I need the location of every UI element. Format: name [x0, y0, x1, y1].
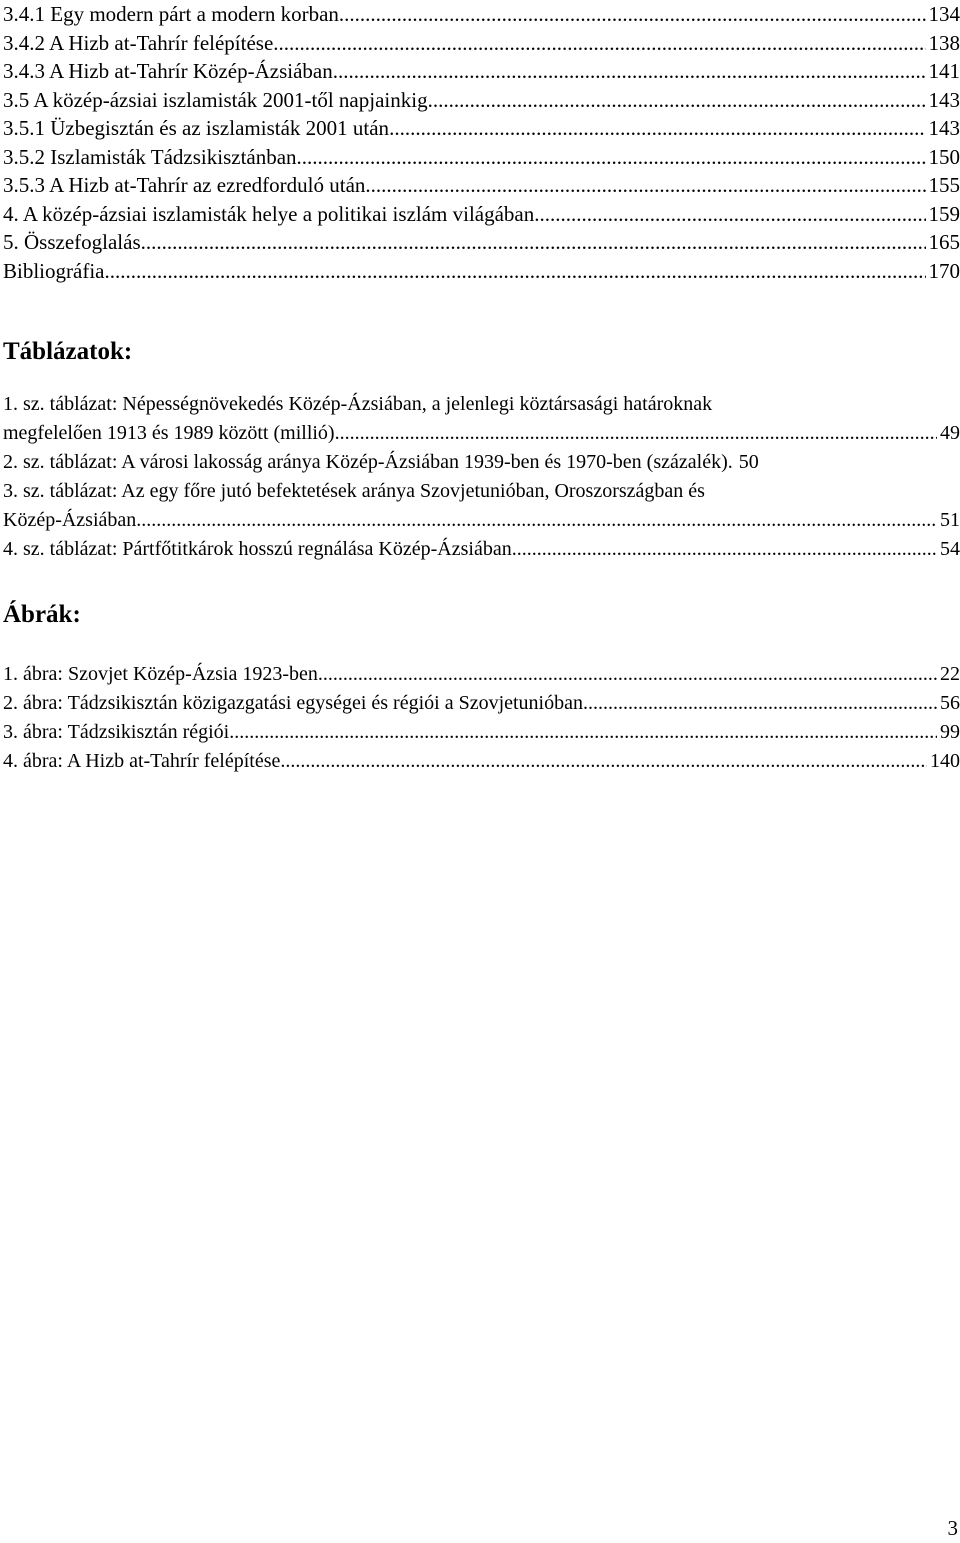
figure-entry-page: 56	[940, 692, 960, 714]
table-entry-label: 2. sz. táblázat: A városi lakosság aránya Közép-Ázsiában 1939-ben és 1970-ben (százalék).	[3, 451, 733, 473]
toc-entry-page: 165	[928, 230, 960, 254]
toc-entry[interactable]	[3, 171, 960, 200]
toc-entry[interactable]	[3, 257, 960, 286]
tables-heading: Táblázatok:	[3, 338, 133, 365]
toc-entry-label: 3.5 A közép-ázsiai iszlamisták 2001-től napjainkig	[3, 87, 428, 112]
table-entry-line[interactable]	[3, 390, 960, 419]
figure-entry-page: 140	[930, 750, 960, 772]
toc-entry-page: 170	[928, 258, 960, 283]
toc-entry-label: 3.4.3 A Hizb at-Tahrír Közép-Ázsiában	[3, 59, 333, 83]
page-number: 3	[947, 1516, 958, 1540]
table-entry-label: 1. sz. táblázat: Népességnövekedés Közép-Ázsiában, a jelenlegi köztársasági határoknak	[3, 393, 713, 415]
dot-leader	[104, 257, 925, 286]
dot-leader	[141, 228, 926, 257]
dot-leader	[318, 660, 937, 689]
toc-entry[interactable]	[3, 200, 960, 229]
toc-entry-label: 3.4.1 Egy modern párt a modern korban	[3, 2, 339, 26]
toc-entry-label: 3.5.1 Üzbegisztán és az iszlamisták 2001 után	[3, 116, 390, 140]
dot-leader	[389, 114, 925, 143]
table-entry-page: 50	[738, 451, 759, 473]
dot-leader	[136, 506, 937, 535]
figure-entry-label: 4. ábra: A Hizb at-Tahrír felépítése	[3, 750, 281, 772]
figures-list	[3, 660, 960, 776]
table-entry[interactable]	[3, 419, 960, 448]
toc-entry-page: 155	[928, 173, 960, 197]
table-entry-label: 3. sz. táblázat: Az egy főre jutó befektetések aránya Szovjetunióban, Oroszországban és	[3, 480, 705, 502]
toc-entry[interactable]	[3, 86, 960, 115]
dot-leader	[365, 171, 925, 200]
dot-leader	[335, 419, 937, 448]
figure-entry-label: 2. ábra: Tádzsikisztán közigazgatási egységei és régiói a Szovjetunióban	[3, 692, 583, 714]
dot-leader	[229, 718, 937, 747]
toc-entry-page: 141	[928, 59, 960, 83]
toc-entry[interactable]	[3, 0, 960, 29]
toc-entry[interactable]	[3, 57, 960, 86]
toc-entry-label: 3.5.2 Iszlamisták Tádzsikisztánban	[3, 144, 297, 169]
toc-entry[interactable]	[3, 143, 960, 172]
dot-leader	[583, 689, 937, 718]
toc-entry-label: 4. A közép-ázsiai iszlamisták helye a politikai iszlám világában	[3, 201, 535, 226]
figure-entry-page: 99	[940, 721, 960, 743]
toc-entry-page: 138	[928, 30, 960, 55]
table-entry-page: 54	[940, 538, 960, 560]
toc-entry-label: Bibliográfia	[3, 258, 105, 283]
toc-entry-label: 5. Összefoglalás	[3, 230, 141, 254]
table-entry[interactable]	[3, 448, 960, 477]
dot-leader	[273, 29, 925, 58]
table-entry-label: Közép-Ázsiában	[3, 509, 137, 531]
figure-entry-page: 22	[940, 663, 960, 685]
dot-leader	[512, 535, 937, 564]
table-entry[interactable]	[3, 506, 960, 535]
toc-entry-page: 159	[928, 201, 960, 226]
figure-entry-label: 1. ábra: Szovjet Közép-Ázsia 1923-ben	[3, 663, 318, 685]
figure-entry-label: 3. ábra: Tádzsikisztán régiói	[3, 721, 230, 743]
table-entry-label: megfelelően 1913 és 1989 között (millió)	[3, 422, 335, 444]
figure-entry[interactable]	[3, 689, 960, 718]
figures-heading: Ábrák:	[3, 601, 81, 628]
table-entry-page: 51	[940, 509, 960, 531]
table-entry-page: 49	[940, 422, 960, 444]
toc-entry-label: 3.5.3 A Hizb at-Tahrír az ezredforduló után	[3, 173, 366, 197]
figure-entry[interactable]	[3, 718, 960, 747]
figure-entry[interactable]	[3, 660, 960, 689]
table-entry-line[interactable]	[3, 477, 960, 506]
toc-entry-page: 143	[928, 87, 960, 112]
toc-entry-page: 134	[928, 2, 960, 26]
toc-entry-page: 150	[928, 144, 960, 169]
table-entry[interactable]	[3, 535, 960, 564]
toc-entry[interactable]	[3, 114, 960, 143]
figure-entry[interactable]	[3, 747, 960, 776]
table-entry-label: 4. sz. táblázat: Pártfőtitkárok hosszú regnálása Közép-Ázsiában	[3, 538, 512, 560]
tables-list	[3, 390, 960, 564]
dot-leader	[339, 0, 926, 29]
dot-leader	[534, 200, 925, 229]
dot-leader	[333, 57, 926, 86]
toc-entry[interactable]	[3, 29, 960, 58]
dot-leader	[280, 747, 927, 776]
table-of-contents	[3, 0, 960, 285]
toc-entry-label: 3.4.2 A Hizb at-Tahrír felépítése	[3, 30, 274, 55]
dot-leader	[297, 143, 926, 172]
dot-leader	[428, 86, 926, 115]
toc-entry[interactable]	[3, 228, 960, 257]
toc-entry-page: 143	[928, 116, 960, 140]
